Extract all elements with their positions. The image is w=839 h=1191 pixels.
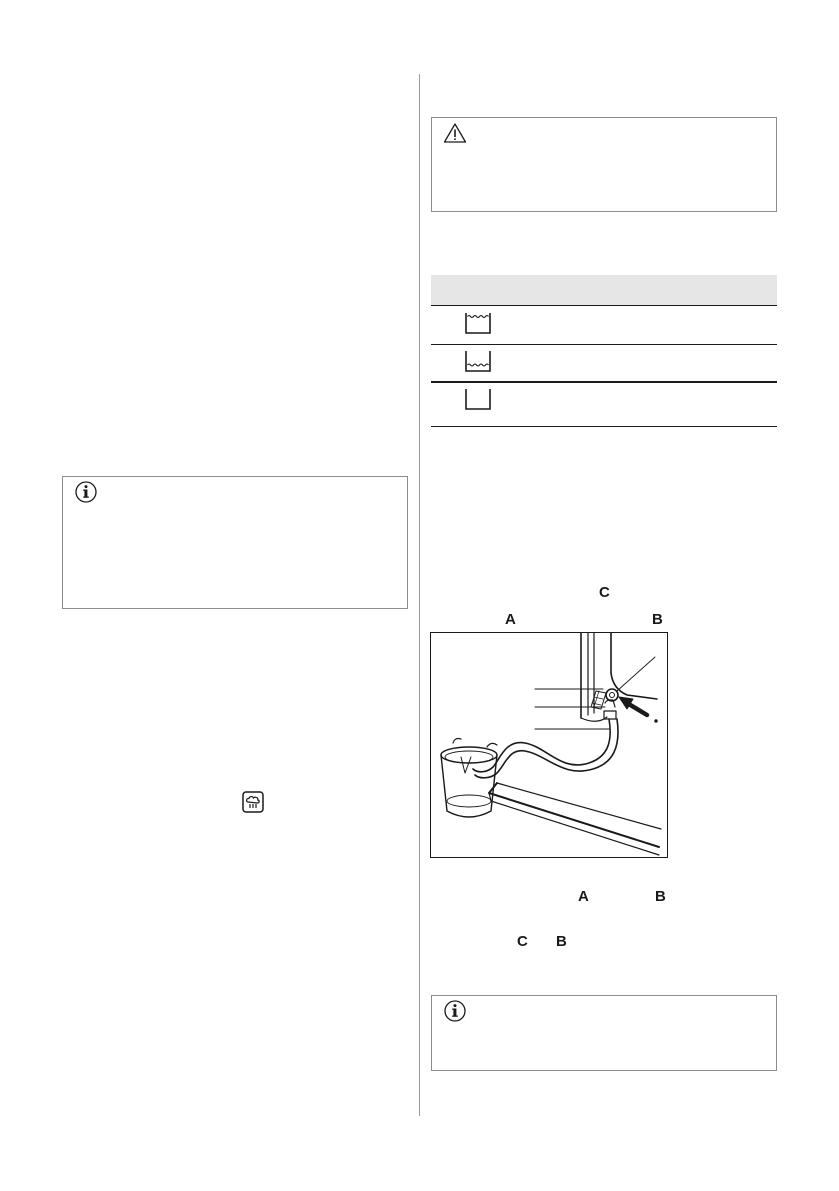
info-icon [74, 480, 98, 504]
table-rule [431, 305, 777, 306]
label-c: C [599, 584, 610, 601]
warning-triangle-icon [443, 122, 467, 144]
label-c: C [517, 933, 528, 950]
label-b: B [556, 933, 567, 950]
water-tank-low-icon [463, 348, 493, 374]
info-note-box [431, 995, 777, 1071]
drain-diagram [430, 632, 668, 858]
info-icon [443, 999, 467, 1023]
warning-box [431, 117, 777, 212]
table-rule [431, 426, 777, 427]
label-b: B [652, 611, 663, 628]
water-tank-full-icon [463, 310, 493, 336]
table-rule [431, 344, 777, 345]
label-a: A [505, 611, 516, 628]
info-note-box [62, 476, 408, 609]
water-level-table [431, 275, 777, 427]
drain-illustration [431, 633, 669, 859]
label-a: A [578, 888, 589, 905]
steam-program-icon [242, 791, 264, 813]
table-header [431, 275, 777, 305]
table-rule [431, 381, 777, 383]
label-b: B [655, 888, 666, 905]
water-tank-empty-icon [463, 386, 493, 412]
column-divider [419, 74, 420, 1116]
